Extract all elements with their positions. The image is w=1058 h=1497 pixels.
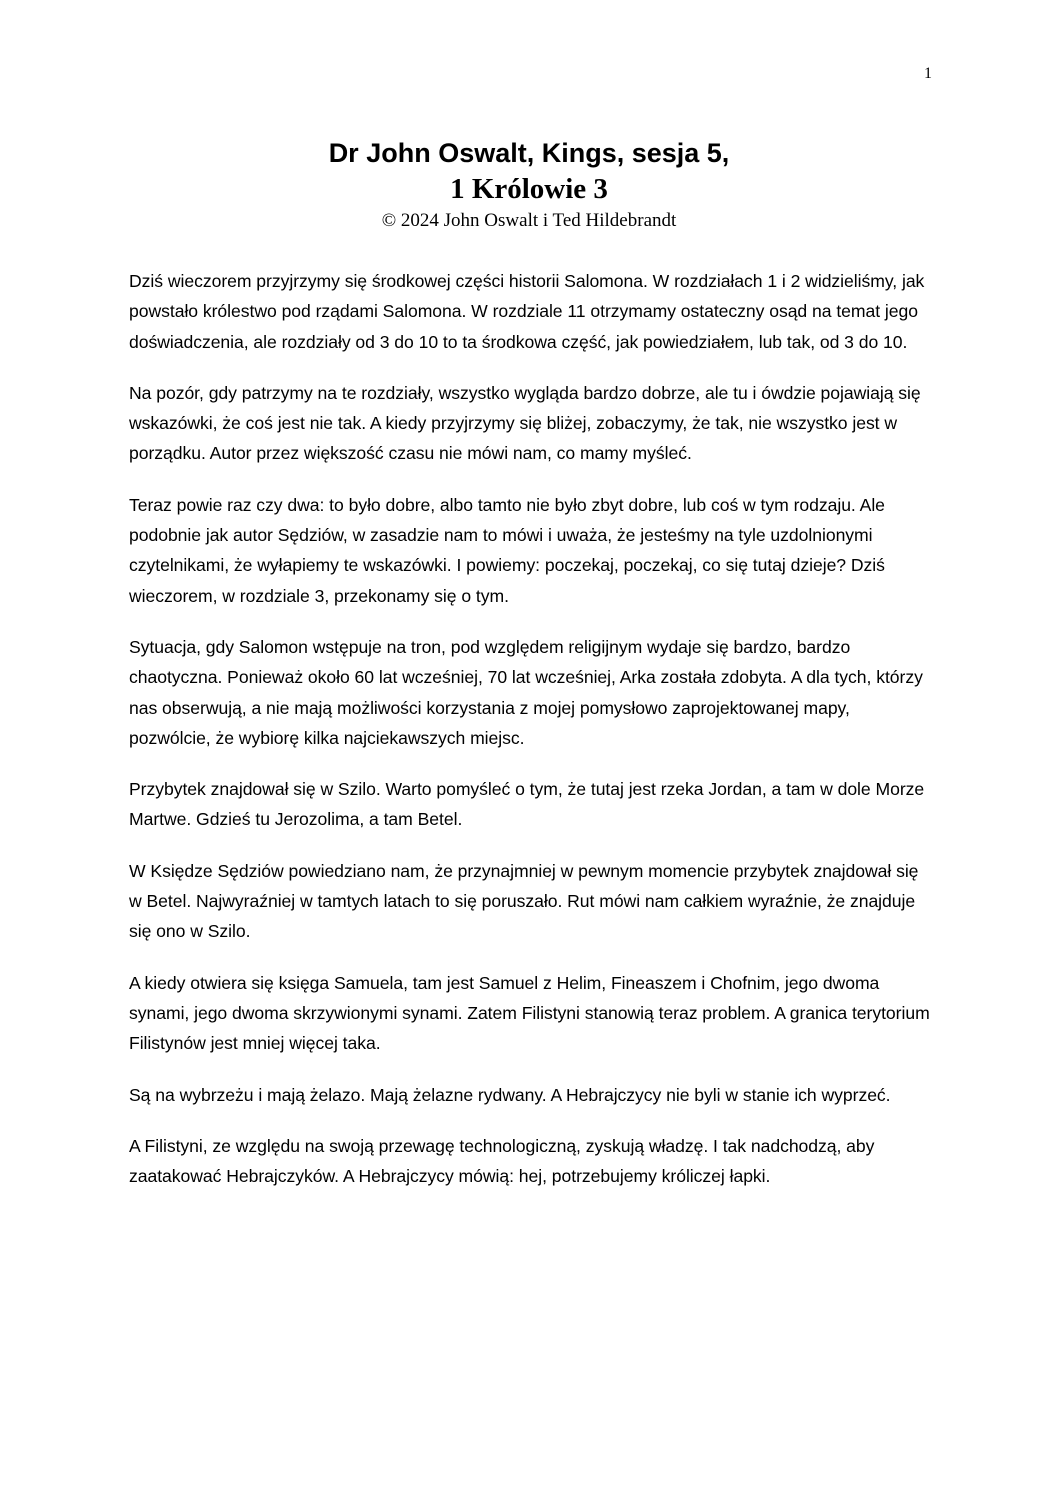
paragraph-3: Teraz powie raz czy dwa: to było dobre, albo tamto nie było zbyt dobre, lub coś w tym rodzaju. Ale podobnie jak autor Sędziów, w zasadzie nam to mówi i uważa, że jesteśmy na tyle uzdolnionymi czytelnikami, że wyłapiemy te wskazówki. I powiemy: poczekaj, poczekaj, co się tutaj dzieje? Dziś wieczorem, w rozdziale 3, przekonamy się o tym. bbox=[129, 494, 885, 606]
title-block bbox=[128, 135, 930, 233]
paragraph-6: W Księdze Sędziów powiedziano nam, że przynajmniej w pewnym momencie przybytek znajdował się w Betel. Najwyraźniej w tamtych latach to się poruszało. Rut mówi nam całkiem wyraźnie, że znajduje się ono w Szilo. bbox=[129, 860, 919, 942]
paragraph-5: Przybytek znajdował się w Szilo. Warto pomyśleć o tym, że tutaj jest rzeka Jordan, a tam w dole Morze Martwe. Gdzieś tu Jerozolima, a tam Betel. bbox=[129, 779, 925, 830]
paragraph-7: A kiedy otwiera się księga Samuela, tam jest Samuel z Helim, Fineaszem i Chofnim, jego dwoma synami, jego dwoma skrzywionymi synami. Zatem Filistyni stanowią teraz problem. A granica terytorium Filistynów jest mniej więcej taka. bbox=[129, 972, 930, 1054]
paragraph-1: Dziś wieczorem przyjrzymy się środkowej części historii Salomona. W rozdziałach 1 i 2 widzieliśmy, jak powstało królestwo pod rządami Salomona. W rozdziale 11 otrzymamy ostateczny osąd na temat jego doświadczenia, ale rozdziały od 3 do 10 to ta środkowa część, jak powiedziałem, lub tak, od 3 do 10. bbox=[129, 271, 925, 352]
copyright-notice: © 2024 John Oswalt i Ted Hildebrandt bbox=[381, 210, 677, 231]
page-number: 1 bbox=[924, 65, 932, 82]
paragraph-9: A Filistyni, ze względu na swoją przewagę technologiczną, zyskują władzę. I tak nadchodzą, aby zaatakować Hebrajczyków. A Hebrajczycy mówią: hej, potrzebujemy króliczej łapki. bbox=[129, 1135, 875, 1187]
paragraph-8: Są na wybrzeżu i mają żelazo. Mają żelazne rydwany. A Hebrajczycy nie byli w stanie ich wyprzeć. bbox=[129, 1084, 891, 1105]
paragraph-2: Na pozór, gdy patrzymy na te rozdziały, wszystko wygląda bardzo dobrze, ale tu i ówdzie pojawiają się wskazówki, że coś jest nie tak. A kiedy przyjrzymy się bliżej, zobaczymy, że tak, nie wszystko jest w porządku. Autor przez większość czasu nie mówi nam, co mamy myśleć. bbox=[129, 382, 921, 464]
document-title: Dr John Oswalt, Kings, sesja 5, bbox=[328, 138, 730, 168]
document-subtitle: 1 Królowie 3 bbox=[450, 173, 608, 205]
paragraph-4: Sytuacja, gdy Salomon wstępuje na tron, pod względem religijnym wydaje się bardzo, bardzo chaotyczna. Ponieważ około 60 lat wcześniej, 70 lat wcześniej, Arka została zdobyta. A dla tych, którzy nas obserwują, a nie mają możliwości korzystania z mojej pomysłowo zaprojektowanej mapy, pozwólcie, że wybiorę kilka najciekawszych miejsc. bbox=[129, 636, 923, 748]
body-text bbox=[129, 266, 934, 1212]
